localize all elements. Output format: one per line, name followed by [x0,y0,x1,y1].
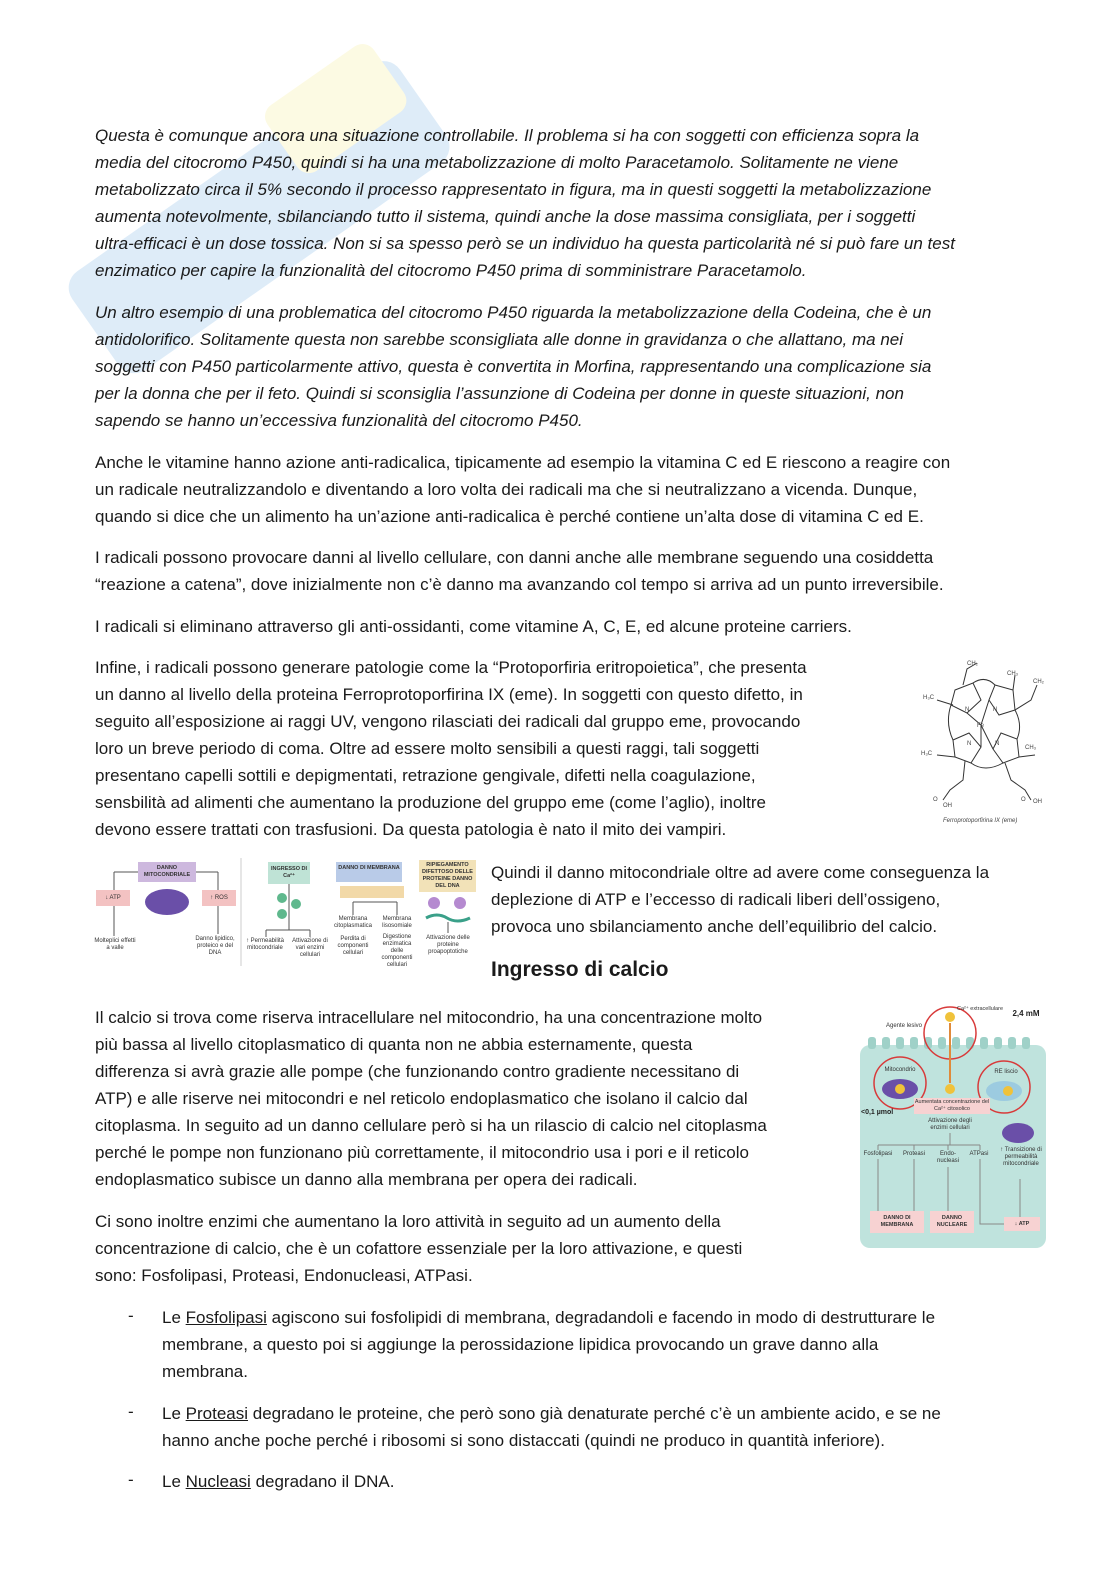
figure-label: DANNO DI MEMBRANA [338,865,400,871]
structure-label: N [967,741,972,747]
heme-structure-figure [915,655,1050,825]
figure-label: RIPIEGAMENTO DIFETTOSO DELLE PROTEINE DANNO DEL DNA [422,862,473,889]
text-line: hanno anche poche perché i ribosomi si sono distaccati (quindi ne produco in quantità inferiore). [162,1431,885,1450]
text-line: deplezione di ATP e l’eccesso di radicali liberi dell’ossigeno, [491,890,941,909]
term: Proteasi [185,1404,249,1423]
text-line: per la donna che per il feto. Quindi si sconsiglia l’assunzione di Codeina per donne in queste situazioni, non [95,384,904,403]
structure-label: N [965,707,970,713]
text: Le [162,1404,186,1423]
term: Nucleasi [185,1472,251,1491]
figure-label: Aumentata concentrazione del Ca²⁺ citosolico [914,1099,990,1112]
paragraph-danni [95,544,944,598]
structure-label: CH₂ [1033,679,1044,685]
paragraph-paracetamol [95,122,955,284]
text-line: aumenta notevolmente, sbilanciando tutto il sistema, quindi anche la dose massima consigliata, per i soggetti [95,207,916,226]
text-line: membrane, a questo poi si aggiunge la perossidazione lipidica provocando un grave danno alla [162,1335,879,1354]
figure-label: Digestione enzimatica delle componenti cellulari [381,934,413,968]
structure-label: OH [943,803,952,809]
figure-label: DANNO MITOCONDRIALE [143,865,191,878]
figure-label: RE liscio [994,1069,1018,1075]
figure-label: Mitocondrio [884,1067,916,1073]
figure-label: Attivazione delle proteine proapoptotiche [426,935,470,955]
structure-label: H₃C [921,751,933,757]
text-line: sono: Fosfolipasi, Proteasi, Endonucleasi, ATPasi. [95,1266,473,1285]
text-line: endoplasmatico subisce un danno alla membrana per opera dei radicali. [95,1170,638,1189]
text-line: “reazione a catena”, dove inizialmente non c’è danno ma avanzando col tempo si arriva ad un punto irreversibile. [95,575,944,594]
text-line: sensbilità ad alimenti che aumentano la produzione del gruppo eme (come l’aglio), inoltre [95,793,766,812]
calcium-influx-figure [858,1005,1048,1250]
paragraph-danno-mitocondriale [491,859,989,940]
structure-label: CH₂ [967,661,978,667]
text-line: Ci sono inoltre enzimi che aumentano la loro attività in seguito ad un aumento della [95,1212,721,1231]
figure-label: INGRESSO DI Ca²⁺ [270,866,308,879]
text-line: Quindi il danno mitocondriale oltre ad avere come conseguenza la [491,863,990,882]
text-line: perché le pompe non funzionano più correttamente, il mitocondrio usa i pori e il reticolo [95,1143,749,1162]
text: Le [162,1472,186,1491]
figure-label: ↑ Transizione di permeabilità mitocondriale [1000,1147,1042,1167]
text-line: soggetti con P450 particolarmente attivo, questa è convertita in Morfina, rappresentando una complicazione sia [95,357,932,376]
figure-label: ↑ Permeabilità mitocondriale [245,938,284,951]
list-item-nucleasi [162,1468,394,1495]
figure-label: ATPasi [969,1151,989,1157]
structure-label: N [995,741,1000,747]
structure-label: H₃C [923,695,935,701]
text-line: seguito all’esposizione ai raggi UV, vengono rilasciati dei radicali dal gruppo eme, provocando [95,712,801,731]
text-line: citoplasma. In seguito ad un danno cellulare però si ha un rilascio di calcio nel citoplasma [95,1116,767,1135]
text-line: concentrazione di calcio, che è un cofattore essenziale per la loro attivazione, e questi [95,1239,743,1258]
text-line: un radicale neutralizzandolo e diventando a loro volta dei radicali ma che si neutralizzano a vicenda. Dunque, [95,480,918,499]
figure-label: Attivazione di vari enzimi cellulari [292,938,328,958]
text-line: metabolizzato circa il 5% secondo il processo rappresentato in figura, ma in questi soggetti la metabolizzazione [95,180,932,199]
text-line: quando si dice che un alimento ha un’azione anti-radicalica è perché contiene un’alta dose di vitamina C ed E. [95,507,924,526]
figure-label: Proteasi [902,1151,925,1157]
figure-label: 2,4 mM [1012,1009,1040,1018]
text-line: Infine, i radicali possono generare patologie come la “Protoporfiria eritropoietica”, che presenta [95,658,807,677]
figure-label: Molteplici effetti a valle [94,938,136,951]
figure-label: Endo-nucleasi [936,1151,959,1164]
text-line: un danno al livello della proteina Ferroprotoporfirina IX (eme). In soggetti con questo difetto, in [95,685,803,704]
figure-label: ↑ ROS [210,895,228,901]
figure-label: Danno lipidico, proteico e del DNA [195,936,235,956]
term: Fosfolipasi [185,1308,267,1327]
section-heading: Ingresso di calcio [491,958,669,981]
text-line: sapendo se hanno un’eccessiva funzionalità del citocromo P450. [95,411,583,430]
text-line: Questa è comunque ancora una situazione controllabile. Il problema si ha con soggetti con efficienza sopra la [95,126,920,145]
figure-label: Fosfolipasi [863,1151,893,1157]
figure-label: ↓ ATP [1014,1221,1030,1227]
paragraph-codeina [95,299,931,434]
text-line: differenza si avrà grazie alle pompe (che funzionando contro gradiente necessitano di [95,1062,740,1081]
structure-label: O [933,797,938,803]
text-line: Il calcio si trova come riserva intracellulare nel mitocondrio, ha una concentrazione molto [95,1008,763,1027]
structure-label: O [1021,797,1026,803]
text-line: provoca uno sbilanciamento anche dell’equilibrio del calcio. [491,917,938,936]
figure-label: Membrana citoplasmatica [333,916,372,929]
bullet-marker: - [128,1306,134,1325]
text-line: loro un breve periodo di coma. Oltre ad essere molto sensibili a questi raggi, tali soggetti [95,739,760,758]
text-line: antidolorifico. Solitamente questa non sarebbe sconsigliata alle donne in gravidanza o che allattano, ma nei [95,330,904,349]
text-line: presentano capelli sottili e depigmentati, retrazione gengivale, difetti nella coagulazione, [95,766,756,785]
list-item-fosfolipasi [162,1304,935,1385]
mitochondrial-damage-figure [92,858,477,966]
bullet-marker: - [128,1470,134,1489]
paragraph-vitamine [95,449,950,530]
paragraph-enzimi [95,1208,742,1289]
structure-label: CH₃ [1007,671,1019,677]
text: degradano il DNA. [250,1472,395,1491]
text-line: media del citocromo P450, quindi si ha una metabolizzazione di molto Paracetamolo. Solitamente ne viene [95,153,899,172]
text-line: devono essere trattati con trasfusioni. Da questa patologia è nato il mito dei vampiri. [95,820,727,839]
figure-label: DANNO DI MEMBRANA [880,1215,914,1228]
text: degradano le proteine, che però sono già denaturate perché c’è un ambiente acido, e se ne [248,1404,941,1423]
paragraph-protoporfiria [95,654,807,843]
figure-caption: Ferroprotoporfirina IX (eme) [943,818,1018,824]
structure-label: Fe [977,723,985,729]
text-line: ATP) e alle riserve nei mitocondri e nel reticolo endoplasmatico che isolano il calcio dal [95,1089,748,1108]
text-line: enzimatico per capire la funzionalità del citocromo P450 prima di somministrare Paracetamolo. [95,261,807,280]
structure-label: CH₃ [1025,745,1037,751]
text-line: membrana. [162,1362,248,1381]
figure-label: Perdita di componenti cellulari [337,936,369,956]
figure-label: Ca²⁺ extracellulare [957,1006,1004,1012]
figure-label: Agente lesivo [886,1023,923,1029]
list-item-proteasi [162,1400,941,1454]
text-line: più bassa al livello citoplasmatico di quanta non ne abbia esternamente, questa [95,1035,693,1054]
structure-label: OH [1033,799,1042,805]
text: Le [162,1308,186,1327]
figure-label: ↓ ATP [105,895,121,901]
text: agiscono sui fosfolipidi di membrana, degradandoli e facendo in modo di destrutturare le [266,1308,936,1327]
text-line: I radicali possono provocare danni al livello cellulare, con danni anche alle membrane seguendo una cosiddetta [95,548,934,567]
text-line: ultra-efficaci è un dose tossica. Non si sa spesso però se un individuo ha questa particolarità né si può fare un test [95,234,955,253]
paragraph-calcio [95,1004,767,1193]
figure-label: DANNO NUCLEARE [936,1215,968,1228]
figure-label: Attivazione degli enzimi cellulari [928,1118,972,1131]
text-line: I radicali si eliminano attraverso gli anti-ossidanti, come vitamine A, C, E, ed alcune proteine carriers. [95,617,852,636]
text-line: Un altro esempio di una problematica del citocromo P450 riguarda la metabolizzazione della Codeina, che è un [95,303,932,322]
bullet-marker: - [128,1402,134,1421]
figure-label: Membrana lisosomiale [382,916,412,929]
figure-label: <0,1 µmol [861,1109,894,1116]
structure-label: N [993,707,998,713]
paragraph-antiossidanti [95,613,852,640]
text-line: Anche le vitamine hanno azione anti-radicalica, tipicamente ad esempio la vitamina C ed E riescono a reagire con [95,453,951,472]
